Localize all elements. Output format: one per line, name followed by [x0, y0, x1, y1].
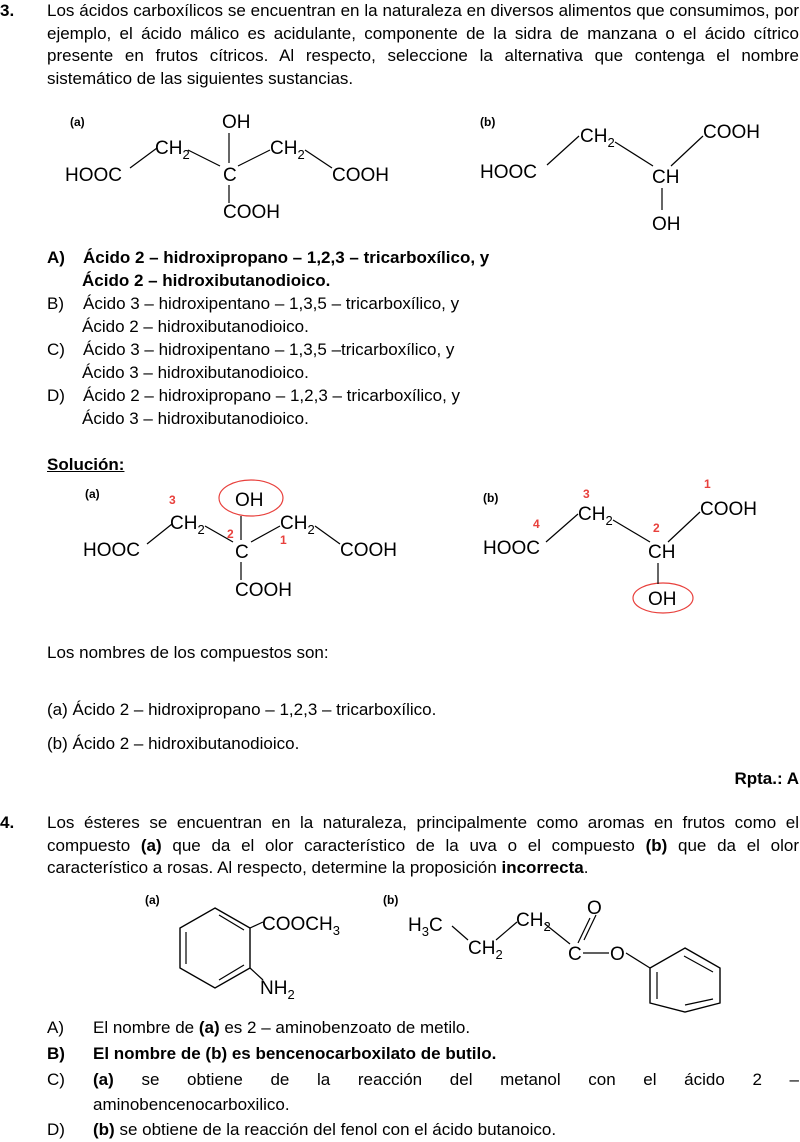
q4-option-c-letter: C)	[47, 1070, 65, 1089]
question-number-3: 3.	[0, 1, 15, 20]
q4-option-a: A) El nombre de (a) es 2 – aminobenzoato de metilo.	[47, 1018, 471, 1037]
carbonyl-oxygen: O	[587, 898, 602, 919]
q4-option-c-line2: aminobencenocarboxilico.	[93, 1095, 290, 1114]
solution-structure-b	[478, 472, 778, 617]
svg-text:C: C	[235, 542, 249, 563]
svg-text:CH2: $CH_2$	[155, 138, 190, 162]
name-a: (a) Ácido 2 – hidroxipropano – 1,2,3 – tricarboxílico.	[47, 700, 437, 719]
svg-text:CH2: $CH_2$	[280, 513, 315, 537]
q4-option-c: (a) se obtiene de la reacción del metanol con el ácido 2 –	[93, 1070, 799, 1089]
option-b-line2: Ácido 2 – hidroxibutanodioico.	[82, 317, 309, 336]
svg-text:COOH: COOH	[700, 499, 757, 520]
phenyl-ring	[650, 948, 720, 1012]
svg-text:COOH: COOH	[340, 540, 397, 561]
svg-text:H3C: $H_3C$	[408, 915, 443, 939]
svg-text:OH: OH	[235, 490, 264, 511]
svg-text:COOH: COOH	[235, 580, 292, 601]
option-c-line2: Ácido 3 – hidroxibutanodioico.	[82, 363, 309, 382]
svg-text:COOCH3: $COOCH_3$	[262, 914, 340, 938]
structure-a-citric-acid	[60, 108, 405, 238]
svg-text:HOOC: HOOC	[483, 538, 540, 559]
oh-label: OH	[652, 214, 681, 235]
carbon-number-1: 1	[704, 477, 711, 491]
ester-oxygen: O	[610, 944, 625, 965]
svg-text:NH2: $NH_2$	[260, 978, 295, 1002]
option-a-line2: Ácido 2 – hidroxibutanodioico.	[82, 271, 331, 290]
option-a: A) Ácido 2 – hidroxipropano – 1,2,3 – tricarboxílico, y	[47, 248, 490, 267]
svg-text:(b): (b)	[383, 893, 399, 907]
solution-structure-a	[75, 478, 420, 608]
structure-b-malic-acid	[475, 108, 775, 238]
carbon-number-1: 1	[280, 533, 287, 547]
ch-label: CH	[652, 167, 680, 188]
q4-option-b: B) El nombre de (b) es bencenocarboxilato de butilo.	[47, 1044, 497, 1063]
name-b: (b) Ácido 2 – hidroxibutanodioico.	[47, 734, 300, 753]
svg-text:CH: CH	[648, 542, 676, 563]
hooc-label: HOOC	[480, 162, 537, 183]
benzene-ring	[180, 908, 250, 988]
svg-text:HOOC: HOOC	[83, 540, 140, 561]
solution-label: Solución:	[47, 455, 125, 474]
structure-a-tag: (a)	[70, 115, 85, 129]
cooh-right-label: COOH	[332, 165, 389, 186]
structure-q4-b-phenyl-butanoate	[380, 888, 740, 1013]
names-intro: Los nombres de los compuestos son:	[47, 643, 329, 662]
svg-text:(b): (b)	[483, 491, 499, 505]
carbon-number-2: 2	[653, 521, 660, 535]
carbon-number-3: 3	[169, 493, 176, 507]
option-c: C) Ácido 3 – hidroxipentano – 1,3,5 –tricarboxílico, y	[47, 340, 455, 359]
svg-text:OH: OH	[648, 589, 677, 610]
svg-text:CH2: $CH_2$	[516, 910, 551, 934]
svg-text:CH2: $CH_2$	[580, 126, 615, 150]
svg-text:CH2: $CH_2$	[578, 504, 613, 528]
question-3-text: Los ácidos carboxílicos se encuentran en la naturaleza en diversos alimentos que consumimos, por ejemplo, el ácido málico es acidulante, componente de la sidra de manzana o el ácido cítrico presente en frutos cítricos. Al respecto, seleccione la alternativa que contenga el nombre sistemático de las siguientes sustancias.	[47, 1, 799, 88]
question-4-text: Los ésteres se encuentran en la naturaleza, principalmente como aromas en frutos como el compuesto (a) que da el olor característico de la uva o el compuesto (b) que da el olor característico a rosas. Al respecto, determine la proposición incorrecta.	[47, 813, 799, 877]
oh-label: OH	[222, 112, 251, 133]
option-d: D) Ácido 2 – hidroxipropano – 1,2,3 – tricarboxílico, y	[47, 386, 461, 405]
question-number-4: 4.	[0, 813, 15, 832]
carbon-number-2: 2	[227, 527, 234, 541]
option-b: B) Ácido 3 – hidroxipentano – 1,3,5 – tricarboxílico, y	[47, 294, 460, 313]
structure-q4-a-methyl-anthranilate	[140, 888, 370, 1003]
cooh-label: COOH	[703, 122, 760, 143]
central-carbon: C	[223, 165, 237, 186]
svg-text:(a): (a)	[145, 893, 160, 907]
option-d-line2: Ácido 3 – hidroxibutanodioico.	[82, 409, 309, 428]
answer: Rpta.: A	[734, 769, 799, 788]
carbonyl-carbon: C	[568, 944, 582, 965]
carbon-number-3: 3	[583, 487, 590, 501]
q4-option-d: D) (b) se obtiene de la reacción del fenol con el ácido butanoico.	[47, 1120, 557, 1139]
svg-text:CH2: $CH_2$	[468, 938, 503, 962]
cooh-bottom-label: COOH	[223, 202, 280, 223]
structure-b-tag: (b)	[480, 115, 496, 129]
hooc-label: HOOC	[65, 165, 122, 186]
carbon-number-4: 4	[533, 517, 540, 531]
svg-text:CH2: $CH_2$	[170, 513, 205, 537]
svg-text:CH2: $CH_2$	[270, 138, 305, 162]
svg-text:(a): (a)	[85, 487, 100, 501]
